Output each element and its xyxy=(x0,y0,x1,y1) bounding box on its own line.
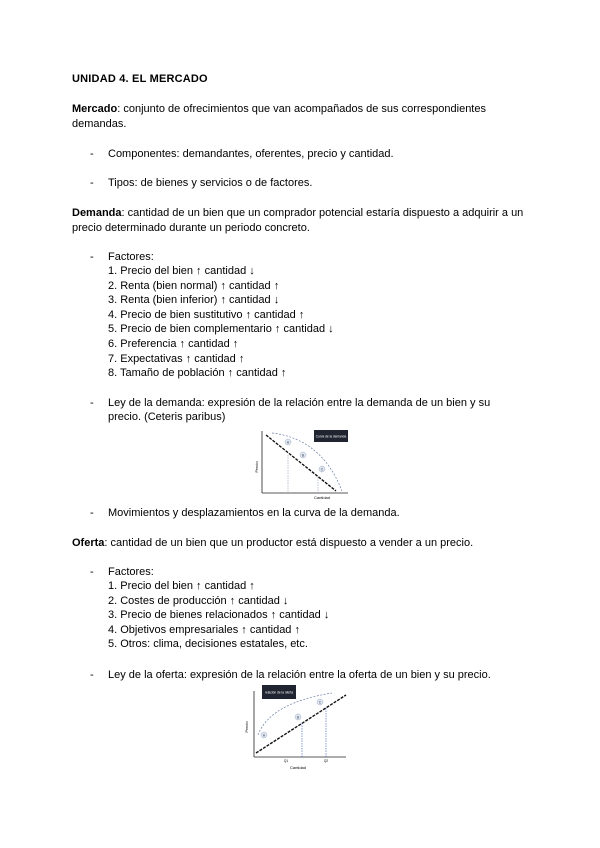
demanda-factor-6: 6. Preferencia ↑ cantidad ↑ xyxy=(108,338,239,350)
y-axis-label: Precio xyxy=(244,721,249,733)
supply-line xyxy=(256,695,346,753)
point-b-label: B xyxy=(301,453,305,458)
point-a-label: A xyxy=(262,733,266,738)
point-b-label: B xyxy=(296,715,300,720)
tick-q2: Q2 xyxy=(323,759,329,763)
oferta-definition xyxy=(72,536,542,551)
callout-text: Curva de la demanda xyxy=(315,434,347,439)
x-axis-label: Cantidad xyxy=(313,495,331,500)
demand-curve-figure xyxy=(252,425,352,503)
demanda-factor-8: 8. Tamaño de población ↑ cantidad ↑ xyxy=(108,367,287,379)
mercado-def: : conjunto de ofrecimientos que van acompañados de sus correspondientes xyxy=(117,103,486,115)
oferta-factor-1: 1. Precio del bien ↑ cantidad ↑ xyxy=(108,580,255,592)
ley-demanda-line2: precio. (Ceteris paribus) xyxy=(108,411,226,423)
demand-line xyxy=(266,435,336,491)
demanda-definition xyxy=(72,206,542,221)
point-c-label: C xyxy=(320,467,324,472)
oferta-term: Oferta xyxy=(72,537,105,549)
demanda-term: Demanda xyxy=(72,207,122,219)
bullet-dash: - xyxy=(90,177,94,189)
demanda-factores-label: Factores: xyxy=(108,251,154,263)
mercado-bullet-2: Tipos: de bienes y servicios o de factores. xyxy=(108,177,313,189)
demanda-def-line2: precio determinado durante un periodo concreto. xyxy=(72,222,310,234)
oferta-def: : cantidad de un bien que un productor está dispuesto a vender a un precio. xyxy=(104,537,474,549)
demanda-factor-4: 4. Precio de bien sustitutivo ↑ cantidad ↑ xyxy=(108,309,305,321)
bullet-dash: - xyxy=(90,507,94,519)
oferta-factor-5: 5. Otros: clima, decisiones estatales, etc. xyxy=(108,638,308,650)
bullet-dash: - xyxy=(90,566,94,578)
oferta-factor-2: 2. Costes de producción ↑ cantidad ↓ xyxy=(108,595,289,607)
callout-text: relación de la oferta xyxy=(265,690,293,695)
bullet-dash: - xyxy=(90,251,94,263)
demanda-def: : cantidad de un bien que un comprador potencial estaría dispuesto a adquirir a un xyxy=(121,207,524,219)
oferta-factor-4: 4. Objetivos empresariales ↑ cantidad ↑ xyxy=(108,624,300,636)
demanda-factor-2: 2. Renta (bien normal) ↑ cantidad ↑ xyxy=(108,280,280,292)
mercado-term: Mercado xyxy=(72,103,118,115)
ley-oferta: Ley de la oferta: expresión de la relación entre la oferta de un bien y su precio. xyxy=(108,669,491,681)
point-a-label: A xyxy=(286,440,290,445)
mercado-bullet-1: Componentes: demandantes, oferentes, precio y cantidad. xyxy=(108,148,394,160)
mercado-def-line2: demandas. xyxy=(72,118,127,130)
bullet-dash: - xyxy=(90,397,94,409)
demanda-factor-5: 5. Precio de bien complementario ↑ cantidad ↓ xyxy=(108,323,334,335)
point-c-label: C xyxy=(318,700,322,705)
demanda-factor-3: 3. Renta (bien inferior) ↑ cantidad ↓ xyxy=(108,294,280,306)
bullet-dash: - xyxy=(90,148,94,160)
page-title: UNIDAD 4. EL MERCADO xyxy=(72,73,208,85)
movimientos-text: Movimientos y desplazamientos en la curva de la demanda. xyxy=(108,507,400,519)
ley-demanda: Ley de la demanda: expresión de la relación entre la demanda de un bien y su xyxy=(108,397,491,409)
tick-q1: Q1 xyxy=(283,759,289,763)
oferta-factores-label: Factores: xyxy=(108,566,154,578)
bullet-dash: - xyxy=(90,669,94,681)
demanda-factor-1: 1. Precio del bien ↑ cantidad ↓ xyxy=(108,265,255,277)
oferta-factor-3: 3. Precio de bienes relacionados ↑ cantidad ↓ xyxy=(108,609,330,621)
x-axis-label: Cantidad xyxy=(289,765,307,770)
y-axis-label: Precio xyxy=(254,461,259,473)
mercado-definition xyxy=(72,102,542,117)
demanda-factor-7: 7. Expectativas ↑ cantidad ↑ xyxy=(108,353,245,365)
supply-curve-figure xyxy=(240,683,352,775)
